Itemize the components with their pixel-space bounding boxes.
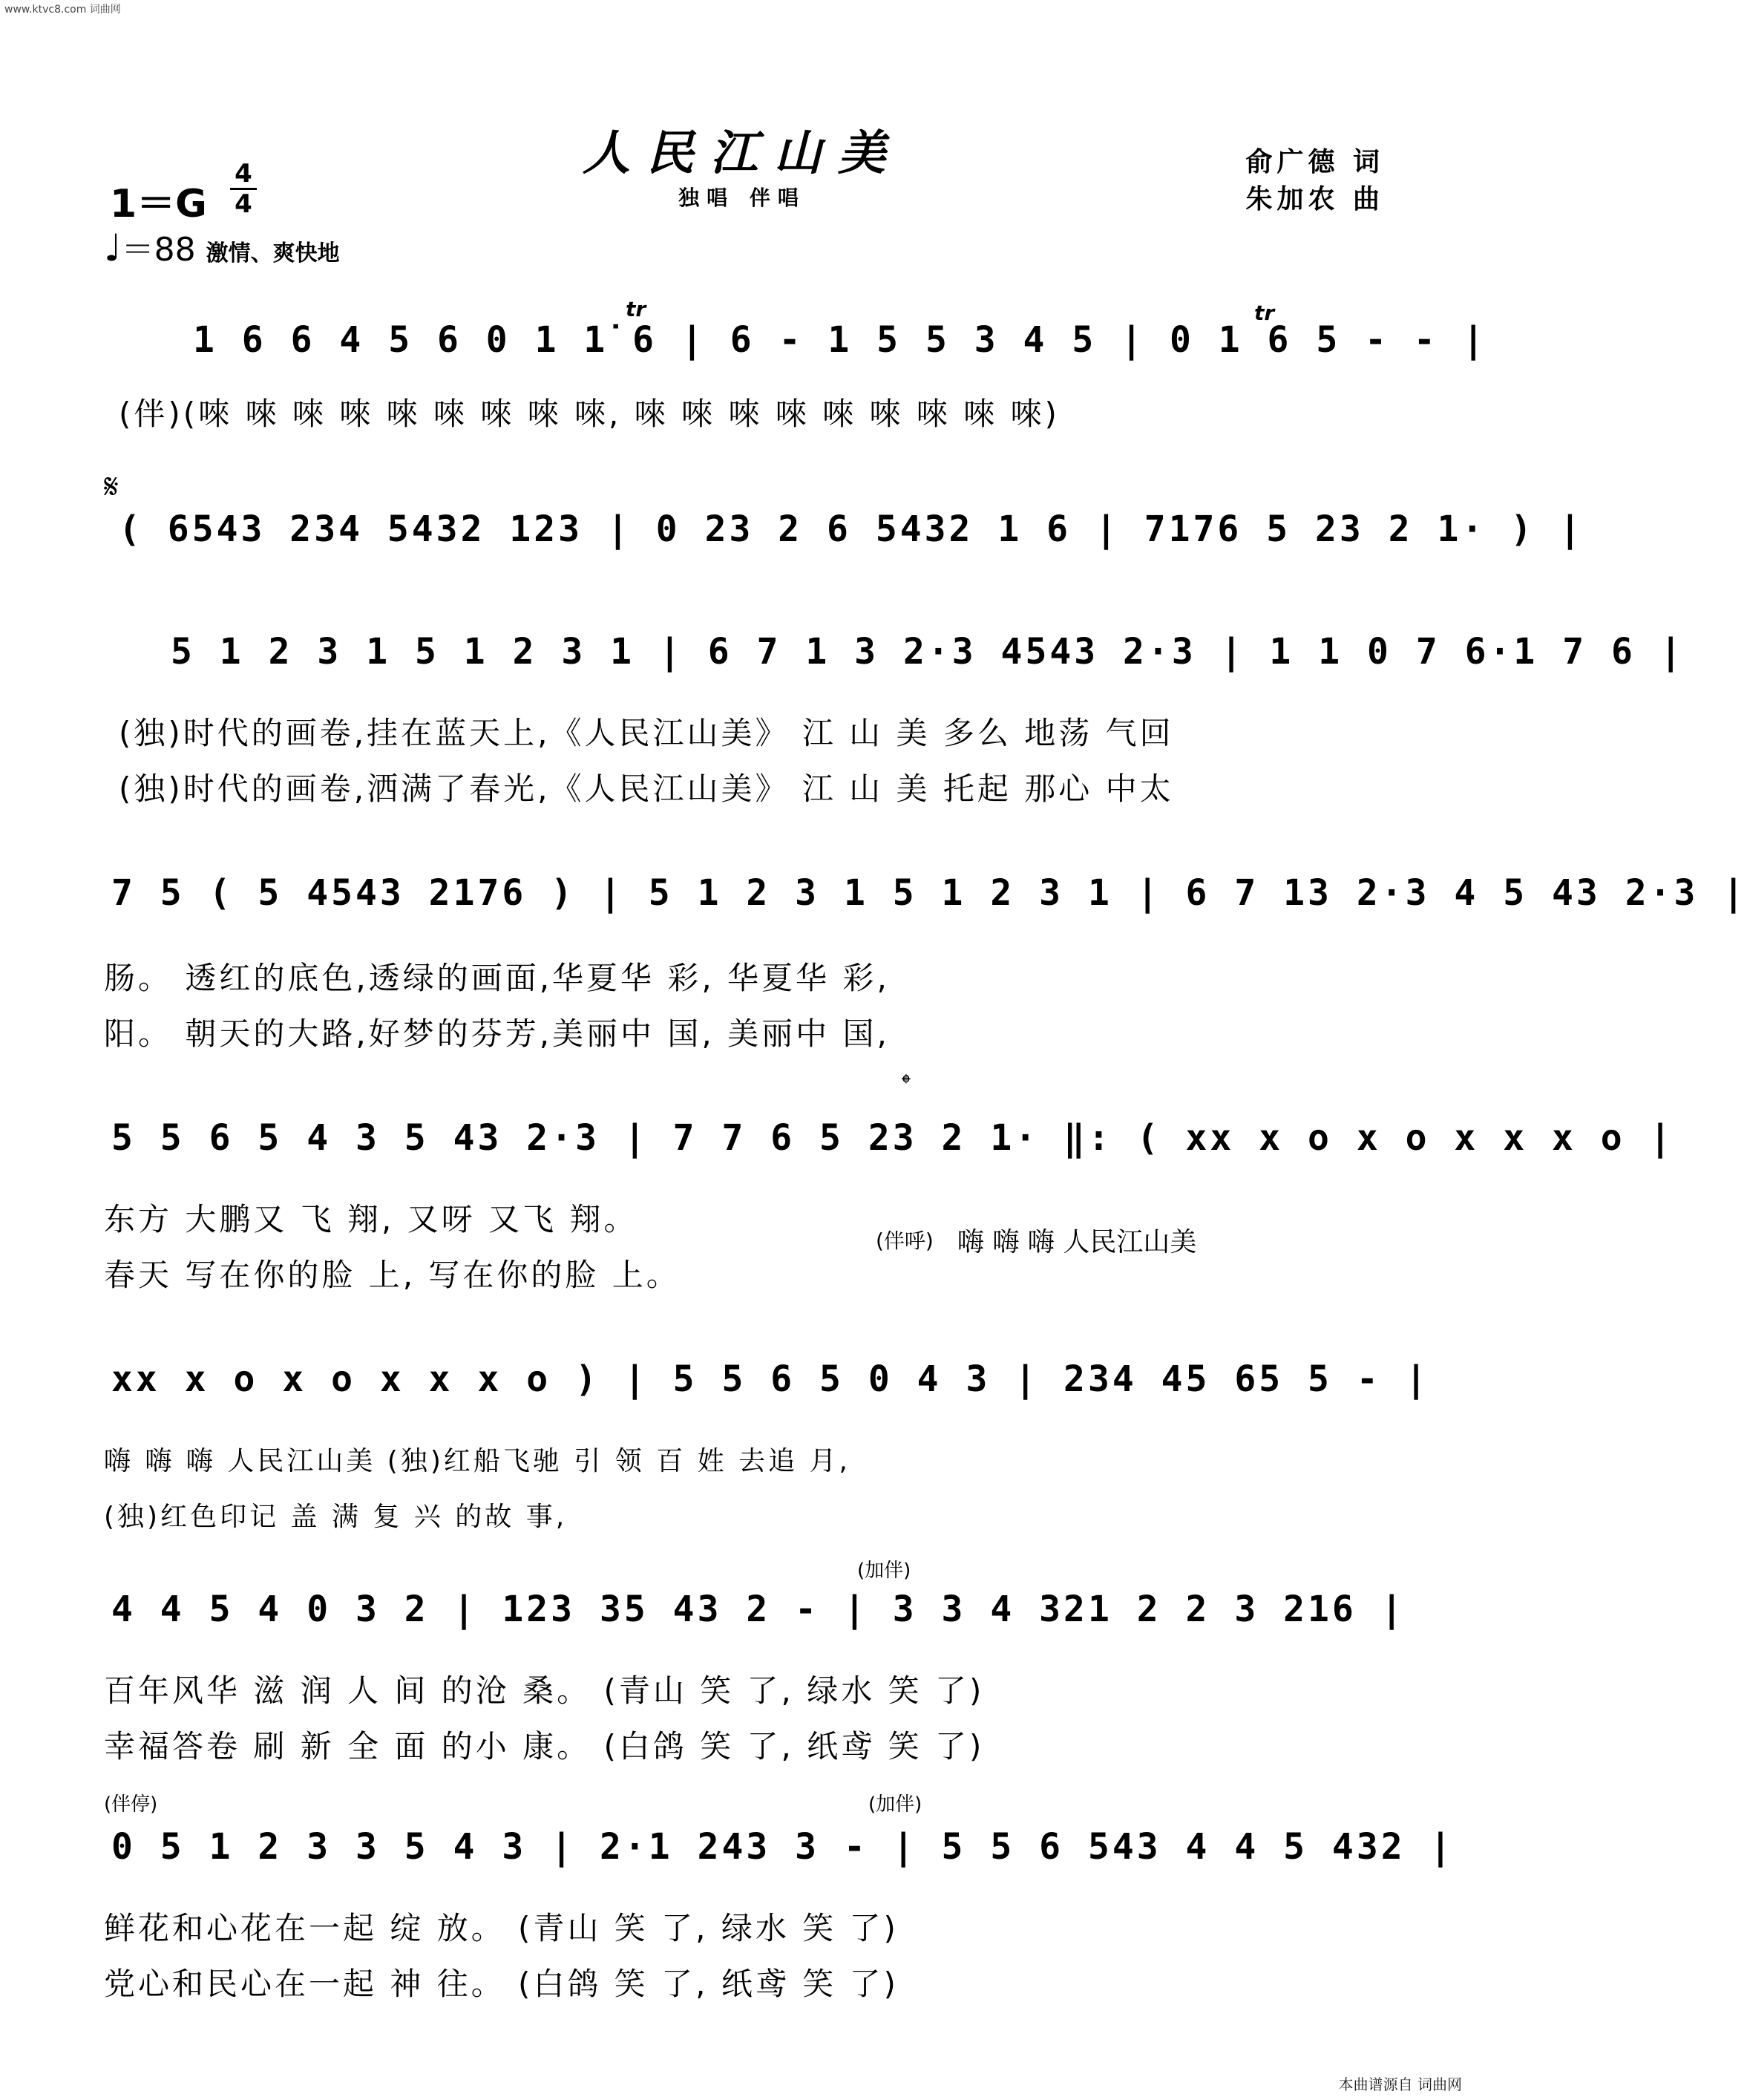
lyric-line-1: (伴)(唻 唻 唻 唻 唻 唻 唻 唻 唻, 唻 唻 唻 唻 唻 唻 唻 唻 唻): [119, 396, 1060, 432]
lyric-line-1: 百年风华 滋 润 人 间 的沧 桑。 (青山 笑 了, 绿水 笑 了): [104, 1672, 985, 1709]
song-subtitle: 独唱 伴唱: [678, 186, 806, 210]
score-row-2: [96, 508, 1584, 575]
tempo-value: ＝88: [121, 231, 196, 269]
composer: 朱加农 曲: [1245, 184, 1384, 215]
meter-top: 4: [235, 159, 252, 189]
notation-line: 7 5 ( 5 4543 2176 ) | 5 1 2 3 1 5 1 2 3 1 | 6 7 13 2·3 4 5 43 2·3 |: [111, 872, 1747, 914]
accomp-stop-label: (伴停): [104, 1793, 158, 1816]
add-accomp-label-1: (加伴): [857, 1560, 911, 1582]
accomp-call-lyric: 嗨 嗨 嗨 人民江山美: [957, 1227, 1197, 1257]
segno-sign: 𝄋: [104, 466, 119, 506]
notation-line: 0 5 1 2 3 3 5 4 3 | 2·1 243 3 - | 5 5 6 543 4 4 5 432 |: [111, 1826, 1455, 1868]
lyricist: 俞广德 词: [1245, 147, 1384, 177]
notation-line: 4 4 5 4 0 3 2 | 123 35 43 2 - | 3 3 4 321 2 2 3 216 |: [111, 1589, 1406, 1630]
score-row-6: [96, 1358, 1430, 1537]
notation-line: 5 1 2 3 1 5 1 2 3 1 | 6 7 1 3 2·3 4543 2·3 | 1 1 0 7 6·1 7 6 |: [171, 631, 1685, 673]
lyric-line-1: 嗨 嗨 嗨 人民江山美 (独)红船飞驰 引 领 百 姓 去追 月,: [104, 1446, 850, 1476]
notation-line: 1 6 6 4 5 6 0 1 1̇ 6 | 6 - 1 5 5 3 4 5 | 0 1 6 5 - - |: [193, 319, 1487, 361]
score-row-1: [96, 319, 1487, 438]
lyric-line-2: 党心和民心在一起 神 往。 (白鸽 笑 了, 纸鸢 笑 了): [104, 1966, 899, 2002]
time-signature: [230, 160, 257, 218]
lyric-line-1: 肠。 透红的底色,透绿的画面,华夏华 彩, 华夏华 彩,: [104, 960, 890, 996]
song-title: 人民江山美: [583, 125, 902, 181]
site-watermark-top: www.ktvc8.com 词曲网: [4, 4, 121, 16]
score-row-4: [96, 872, 1747, 1052]
meter-bottom: 4: [235, 189, 252, 219]
notation-line: 5 5 6 5 4 3 5 43 2·3 | 7 7 6 5 23 2 1· ‖: ( xx x o x o x x x o |: [111, 1117, 1674, 1159]
key-signature: 1＝G: [110, 182, 207, 226]
notation-line: xx x o x o x x x o ) | 5 5 6 5 0 4 3 | 234 45 65 5 - |: [111, 1358, 1430, 1400]
trill-mark-2: tr: [1254, 301, 1275, 325]
score-row-7: [96, 1589, 1406, 1767]
tempo-description: 激情、爽快地: [206, 241, 340, 266]
add-accomp-label-2: (加伴): [868, 1793, 922, 1816]
score-row-3: [96, 631, 1685, 809]
lyric-line-1: 鲜花和心花在一起 绽 放。 (青山 笑 了, 绿水 笑 了): [104, 1910, 899, 1946]
accomp-call-label: (伴呼): [876, 1229, 934, 1253]
lyric-line-1: (独)时代的画卷,挂在蓝天上,《人民江山美》 江 山 美 多么 地荡 气回: [119, 715, 1174, 751]
lyric-line-2: 阳。 朝天的大路,好梦的芬芳,美丽中 国, 美丽中 国,: [104, 1015, 890, 1052]
quarter-note-icon: ♩: [104, 226, 122, 269]
notation-line: ( 6543 234 5432 123 | 0 23 2 6 5432 1 6 | 7176 5 23 2 1· ) |: [119, 508, 1584, 550]
lyric-line-2: (独)红色印记 盖 满 复 兴 的故 事,: [104, 1502, 568, 1532]
coda-sign: 𝄌: [902, 1069, 911, 1099]
trill-mark: tr: [626, 297, 646, 321]
score-row-8: [96, 1826, 1455, 2004]
score-row-5: [96, 1117, 1674, 1295]
tempo-marking: [104, 223, 340, 270]
site-watermark-bottom: 本曲谱源自 词曲网: [1338, 2076, 1462, 2093]
lyric-line-2: 春天 写在你的脸 上, 写在你的脸 上。: [104, 1257, 681, 1293]
lyric-line-1: 东方 大鹏又 飞 翔, 又呀 又飞 翔。: [104, 1201, 638, 1237]
lyric-line-2: 幸福答卷 刷 新 全 面 的小 康。 (白鸽 笑 了, 纸鸢 笑 了): [104, 1728, 985, 1764]
lyric-line-2: (独)时代的画卷,洒满了春光,《人民江山美》 江 山 美 托起 那心 中太: [119, 771, 1174, 807]
